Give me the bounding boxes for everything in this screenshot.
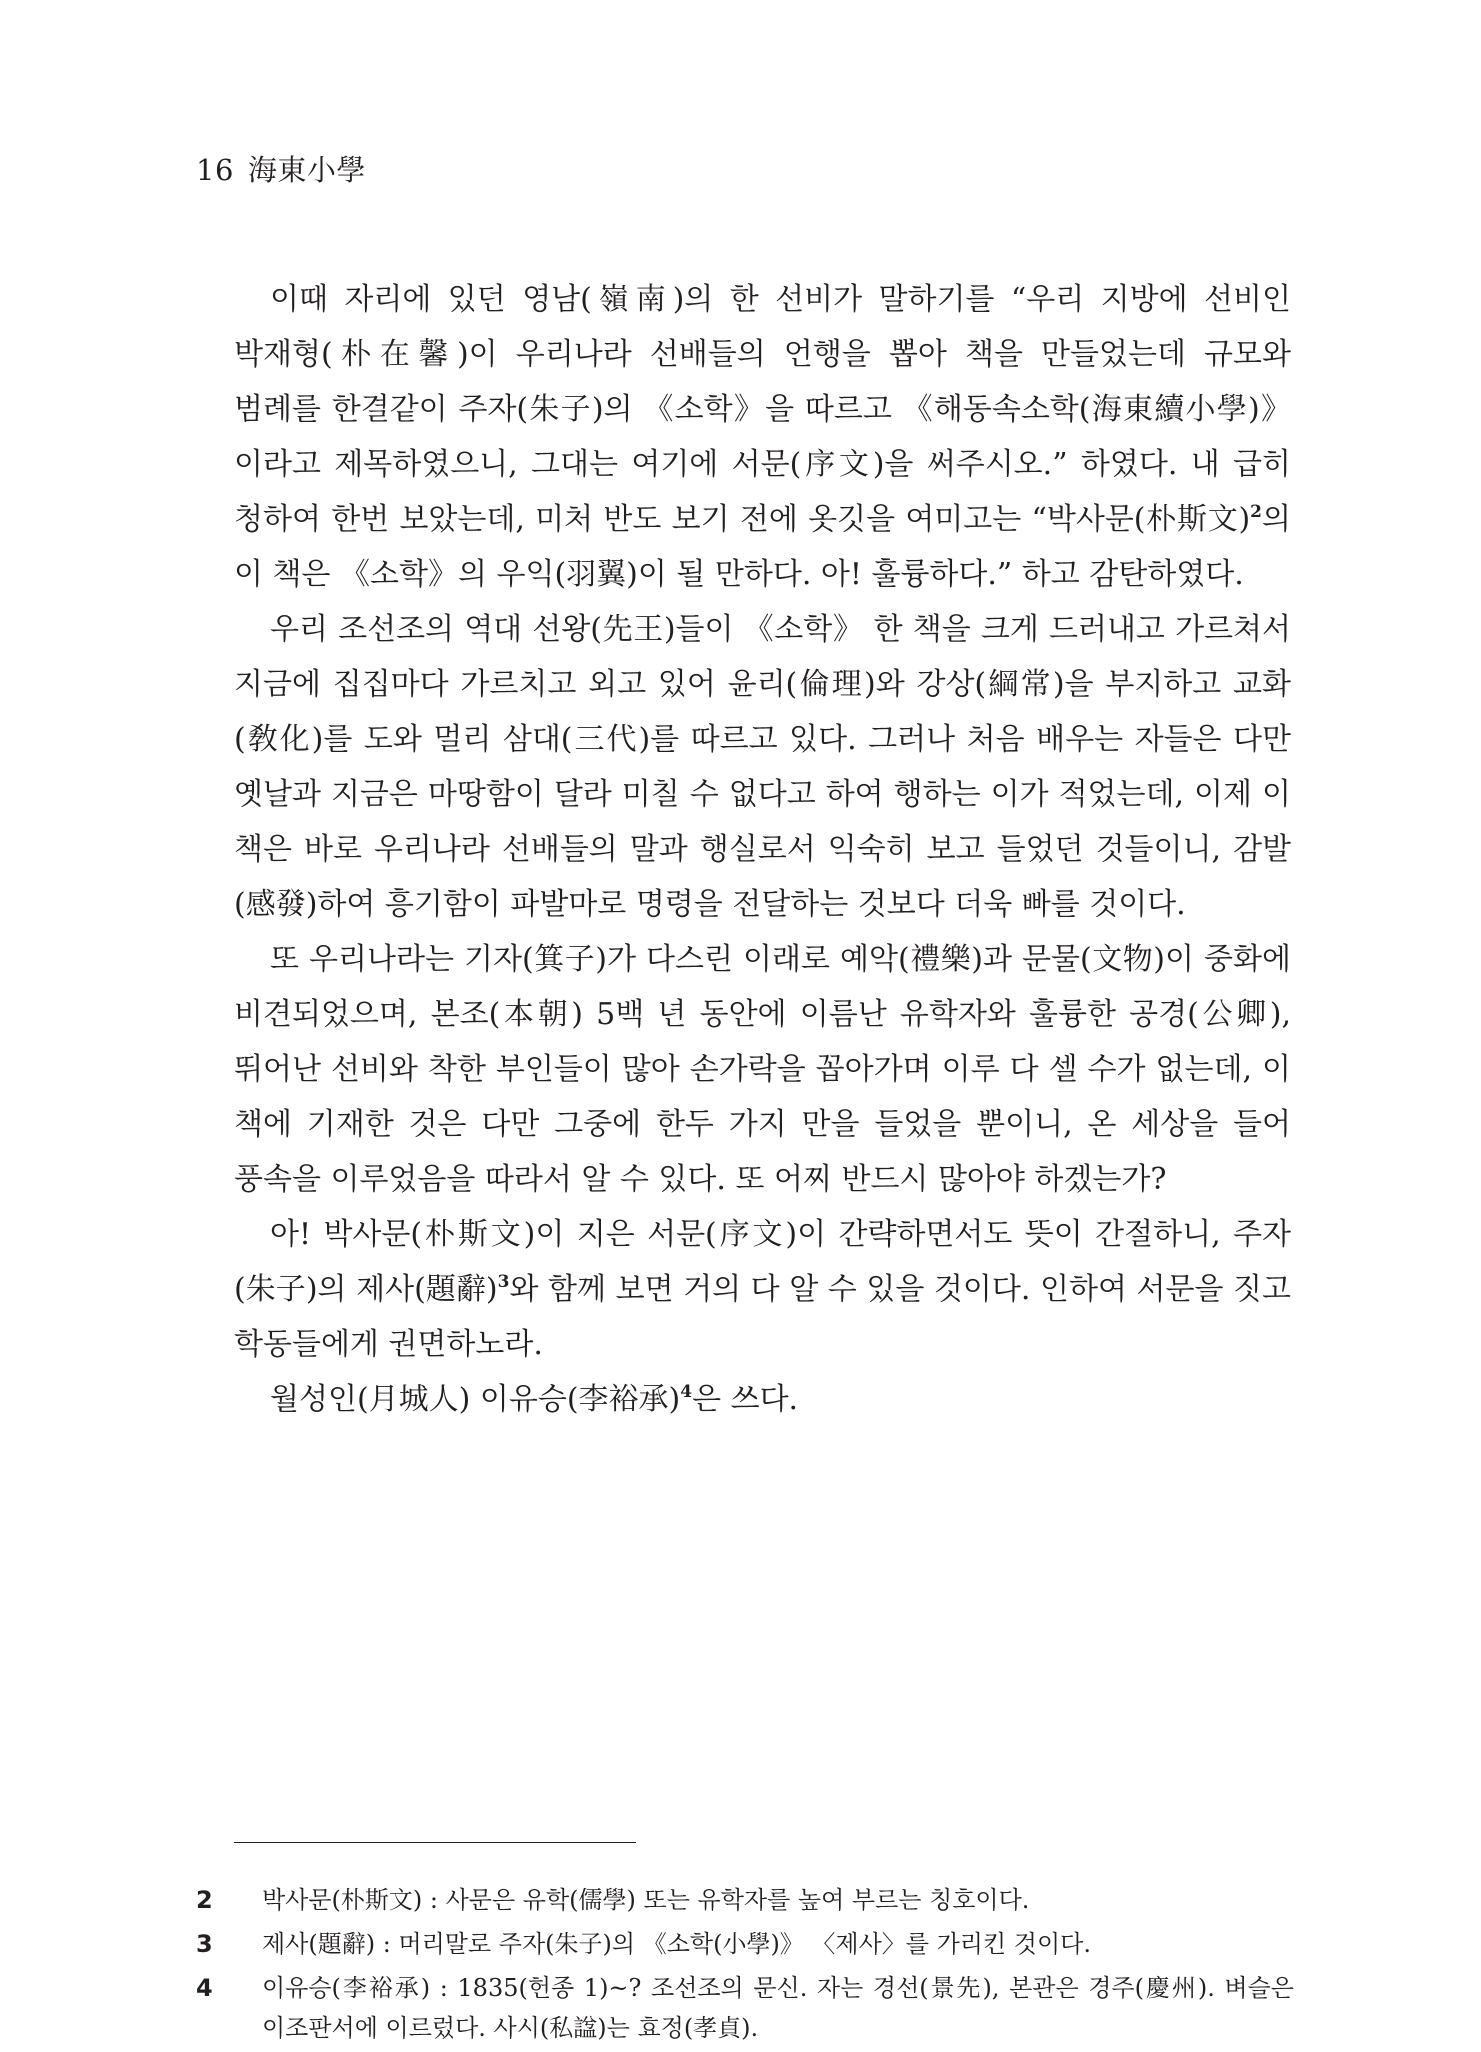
page-number: 16 <box>196 153 234 187</box>
footnote-ref-3[interactable]: 3 <box>497 1272 510 1292</box>
paragraph-4 <box>234 1207 1291 1372</box>
paragraph-1-text-end: 의 이 책은 《소학》의 우익(羽翼)이 될 만하다. 아! 훌륭하다.” 하고 감탄하였다. <box>234 502 1291 592</box>
footnote-ref-2[interactable]: 2 <box>1250 502 1263 522</box>
paragraph-2: 우리 조선조의 역대 선왕(先王)들이 《소학》 한 책을 크게 드러내고 가르쳐서 지금에 집집마다 가르치고 외고 있어 윤리(倫理)와 강상(綱常)을 부지하고 교화(敎化)를 도와 멀리 삼대(三代)를 따르고 있다. 그러나 처음 배우는 자들은 다만 옛날과 지금은 마땅함이 달라 미칠 수 없다고 하여 행하는 이가 적었는데, 이제 이 책은 바로 우리나라 선배들의 말과 행실로서 익숙히 보고 들었던 것들이니, 감발(感發)하여 흥기함이 파발마로 명령을 전달하는 것보다 더욱 빠를 것이다. <box>234 612 1291 922</box>
footnote-3 <box>196 1924 1294 1964</box>
footnote-number: 3 <box>196 1930 213 1958</box>
signature-line <box>234 1372 1291 1427</box>
paragraph-4-text: 아! 박사문(朴斯文)이 지은 서문(序文)이 간략하면서도 뜻이 간절하니, 주자(朱子)의 제사(題辭) <box>234 1217 1291 1307</box>
footnote-number: 4 <box>196 1974 213 2002</box>
footnote-ref-4[interactable]: 4 <box>680 1382 693 1402</box>
footnote-text: 박사문(朴斯文) : 사문은 유학(儒學) 또는 유학자를 높여 부르는 칭호이다. <box>262 1886 1030 1914</box>
body-text <box>234 272 1291 1427</box>
footnotes <box>196 1880 1294 2052</box>
paragraph-4-text-end: 와 함께 보면 거의 다 알 수 있을 것이다. 인하여 서문을 짓고 학동들에게 권면하노라. <box>234 1272 1291 1362</box>
paragraph-1-text: 이때 자리에 있던 영남(嶺南)의 한 선비가 말하기를 “우리 지방에 선비인 박재형(朴在馨)이 우리나라 선배들의 언행을 뽑아 책을 만들었는데 규모와 범례를 한결같이 주자(朱子)의 《소학》을 따르고 《해동속소학(海東續小學)》이라고 제목하였으니, 그대는 여기에 서문(序文)을 써주시오.” 하였다. 내 급히 청하여 한번 보았는데, 미처 반도 보기 전에 옷깃을 여미고는 “박사문(朴斯文) <box>234 282 1291 537</box>
footnote-text: 제사(題辭) : 머리말로 주자(朱子)의 《소학(小學)》 〈제사〉를 가리킨 것이다. <box>262 1930 1091 1958</box>
book-title: 海東小學 <box>247 153 366 187</box>
paragraph-1 <box>234 272 1291 602</box>
footnote-4 <box>196 1968 1294 2048</box>
signature-text-end: 은 쓰다. <box>692 1382 799 1417</box>
footnote-divider <box>234 1842 636 1843</box>
footnote-number: 2 <box>196 1886 213 1914</box>
footnote-2 <box>196 1880 1294 1920</box>
running-head <box>196 150 366 190</box>
signature-text: 월성인(月城人) 이유승(李裕承) <box>270 1382 681 1417</box>
paragraph-3: 또 우리나라는 기자(箕子)가 다스린 이래로 예악(禮樂)과 문물(文物)이 중화에 비견되었으며, 본조(本朝) 5백 년 동안에 이름난 유학자와 훌륭한 공경(公卿), 뛰어난 선비와 착한 부인들이 많아 손가락을 꼽아가며 이루 다 셀 수가 없는데, 이 책에 기재한 것은 다만 그중에 한두 가지 만을 들었을 뿐이니, 온 세상을 들어 풍속을 이루었음을 따라서 알 수 있다. 또 어찌 반드시 많아야 하겠는가? <box>234 942 1291 1197</box>
footnote-text: 이유승(李裕承) : 1835(헌종 1)~? 조선조의 문신. 자는 경선(景先), 본관은 경주(慶州). 벼슬은 이조판서에 이르렀다. 사시(私諡)는 효정(孝貞). <box>262 1974 1294 2042</box>
